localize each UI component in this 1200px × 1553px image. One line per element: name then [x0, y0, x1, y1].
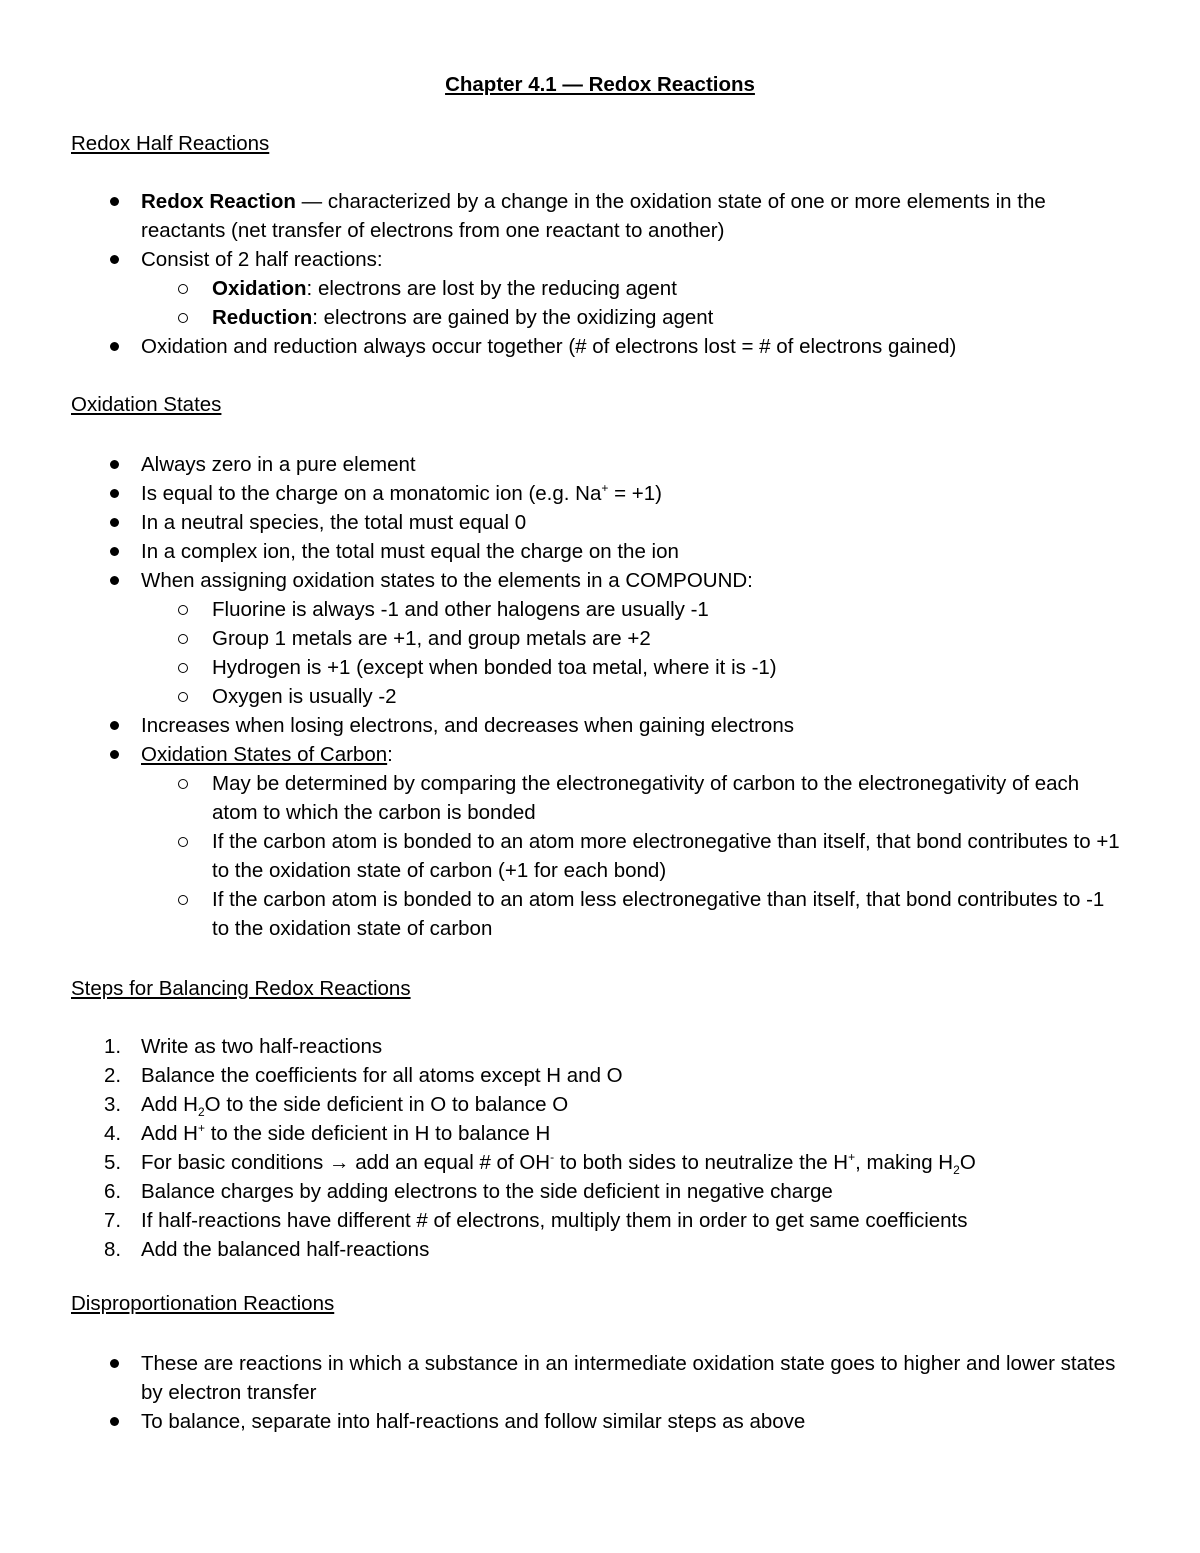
step-text: Add H: [141, 1122, 198, 1145]
disproportionation-list: [0, 1349, 1200, 1436]
section-heading-disproportionation: Disproportionation Reactions: [71, 1292, 335, 1315]
sub-list-item: [0, 653, 1122, 682]
list-item-text: = +1): [608, 482, 662, 505]
sub-list-item: [0, 885, 1122, 943]
step-text: , making H: [855, 1151, 954, 1174]
superscript: +: [197, 1121, 205, 1136]
step-number: 1.: [104, 1035, 122, 1058]
sub-list-item: [0, 827, 1122, 885]
superscript: -: [550, 1150, 555, 1165]
balancing-steps-list: [0, 1032, 1200, 1264]
sub-list-item: [0, 682, 1122, 711]
list-item-text: Increases when losing electrons, and decreases when gaining electrons: [141, 714, 794, 737]
step-number: 7.: [104, 1209, 122, 1232]
list-item-text: Group 1 metals are +1, and group metals are +2: [212, 627, 651, 650]
list-item: [0, 740, 1131, 769]
step-item: [0, 1119, 1131, 1148]
circle-bullet-icon: [178, 779, 188, 789]
circle-bullet-icon: [178, 663, 188, 673]
step-number: 8.: [104, 1238, 122, 1261]
list-item-text: In a complex ion, the total must equal the charge on the ion: [141, 540, 679, 563]
list-item: [0, 1407, 1131, 1436]
step-text: add an equal # of OH: [349, 1151, 551, 1174]
step-text: O: [959, 1151, 976, 1174]
circle-bullet-icon: [178, 284, 188, 294]
list-item: [0, 537, 1131, 566]
step-text: Add H: [141, 1093, 198, 1116]
bullet-icon: [110, 489, 119, 498]
step-text: Balance charges by adding electrons to the side deficient in negative charge: [141, 1180, 833, 1203]
bullet-icon: [110, 721, 119, 730]
list-item: [0, 332, 1131, 361]
bullet-icon: [110, 255, 119, 264]
list-item: [0, 187, 1131, 245]
circle-bullet-icon: [178, 837, 188, 847]
list-item-text: Oxidation and reduction always occur together (# of electrons lost = # of electrons gained): [141, 335, 957, 358]
bullet-icon: [110, 460, 119, 469]
step-item: [0, 1177, 1131, 1206]
list-item-text: — characterized by a change in the oxidation state of one or more elements in the reactants (net transfer of electrons from one reactant to another): [141, 190, 1046, 242]
list-item-text: Is equal to the charge on a monatomic ion (e.g. Na: [141, 482, 602, 505]
step-text: For basic conditions: [141, 1151, 330, 1174]
list-item-text: Oxygen is usually -2: [212, 685, 397, 708]
sub-list-item: [0, 769, 1122, 827]
superscript: +: [601, 481, 609, 496]
bullet-icon: [110, 518, 119, 527]
term-oxidation-states-of-carbon: Oxidation States of Carbon: [141, 743, 388, 766]
bullet-icon: [110, 576, 119, 585]
section-heading-oxidation-states: Oxidation States: [71, 393, 222, 416]
bullet-icon: [110, 197, 119, 206]
list-item-text: Hydrogen is +1 (except when bonded toa metal, where it is -1): [212, 656, 777, 679]
step-item: [0, 1090, 1131, 1119]
step-number: 3.: [104, 1093, 122, 1116]
step-text: to the side deficient in H to balance H: [205, 1122, 551, 1145]
circle-bullet-icon: [178, 634, 188, 644]
sub-list-item: [0, 274, 1122, 303]
oxidation-states-list: [0, 450, 1200, 943]
list-item-text: : electrons are lost by the reducing agent: [306, 277, 677, 300]
list-item-text: To balance, separate into half-reactions and follow similar steps as above: [141, 1410, 806, 1433]
step-number: 6.: [104, 1180, 122, 1203]
list-item-text: If the carbon atom is bonded to an atom less electronegative than itself, that bond contributes to -1 to the oxidation state of carbon: [212, 888, 1105, 940]
page-title: Chapter 4.1 — Redox Reactions: [445, 73, 755, 96]
step-text: Add the balanced half-reactions: [141, 1238, 430, 1261]
bullet-icon: [110, 750, 119, 759]
step-number: 4.: [104, 1122, 122, 1145]
sub-list-item: [0, 303, 1122, 332]
list-item: [0, 566, 1131, 595]
step-item: [0, 1235, 1131, 1264]
step-text: O to the side deficient in O to balance O: [204, 1093, 569, 1116]
bullet-icon: [110, 1417, 119, 1426]
step-item: [0, 1061, 1131, 1090]
superscript: +: [848, 1150, 856, 1165]
step-item: [0, 1032, 1131, 1061]
sub-list-item: [0, 595, 1122, 624]
subscript: 2: [953, 1163, 960, 1178]
list-item-text: These are reactions in which a substance in an intermediate oxidation state goes to higher and lower states by electron transfer: [141, 1352, 1116, 1404]
list-item-text: Consist of 2 half reactions:: [141, 248, 383, 271]
half-reactions-list: [0, 187, 1200, 361]
circle-bullet-icon: [178, 313, 188, 323]
step-text: If half-reactions have different # of electrons, multiply them in order to get same coefficients: [141, 1209, 968, 1232]
list-item: [0, 508, 1131, 537]
arrow-right-icon: →: [329, 1151, 350, 1174]
list-item-text: Fluorine is always -1 and other halogens are usually -1: [212, 598, 709, 621]
step-text: to both sides to neutralize the H: [554, 1151, 849, 1174]
step-text: Write as two half-reactions: [141, 1035, 383, 1058]
step-text: Balance the coefficients for all atoms except H and O: [141, 1064, 623, 1087]
circle-bullet-icon: [178, 895, 188, 905]
term-oxidation: Oxidation: [212, 277, 307, 300]
list-item: [0, 1349, 1131, 1407]
step-item: [0, 1206, 1131, 1235]
list-item-text: If the carbon atom is bonded to an atom more electronegative than itself, that bond contributes to +1 to the oxidation state of carbon (+1 for each bond): [212, 830, 1120, 882]
list-item-text: In a neutral species, the total must equal 0: [141, 511, 527, 534]
term-reduction: Reduction: [212, 306, 313, 329]
list-item-text: Always zero in a pure element: [141, 453, 416, 476]
list-item: [0, 245, 1131, 274]
list-item: [0, 711, 1131, 740]
section-heading-half-reactions: Redox Half Reactions: [71, 132, 270, 155]
bullet-icon: [110, 342, 119, 351]
list-item-text: May be determined by comparing the electronegativity of carbon to the electronegativity of each atom to which the carbon is bonded: [212, 772, 1080, 824]
sub-list-item: [0, 624, 1122, 653]
step-number: 5.: [104, 1151, 122, 1174]
circle-bullet-icon: [178, 605, 188, 615]
term-redox-reaction: Redox Reaction: [141, 190, 296, 213]
list-item-text: When assigning oxidation states to the elements in a COMPOUND:: [141, 569, 753, 592]
bullet-icon: [110, 547, 119, 556]
list-item-text: :: [387, 743, 393, 766]
list-item-text: : electrons are gained by the oxidizing agent: [312, 306, 714, 329]
list-item: [0, 450, 1131, 479]
bullet-icon: [110, 1359, 119, 1368]
circle-bullet-icon: [178, 692, 188, 702]
step-item: [0, 1148, 1131, 1177]
subscript: 2: [197, 1105, 205, 1120]
list-item: [0, 479, 1131, 508]
section-heading-balancing-steps: Steps for Balancing Redox Reactions: [71, 977, 411, 1000]
step-number: 2.: [104, 1064, 122, 1087]
